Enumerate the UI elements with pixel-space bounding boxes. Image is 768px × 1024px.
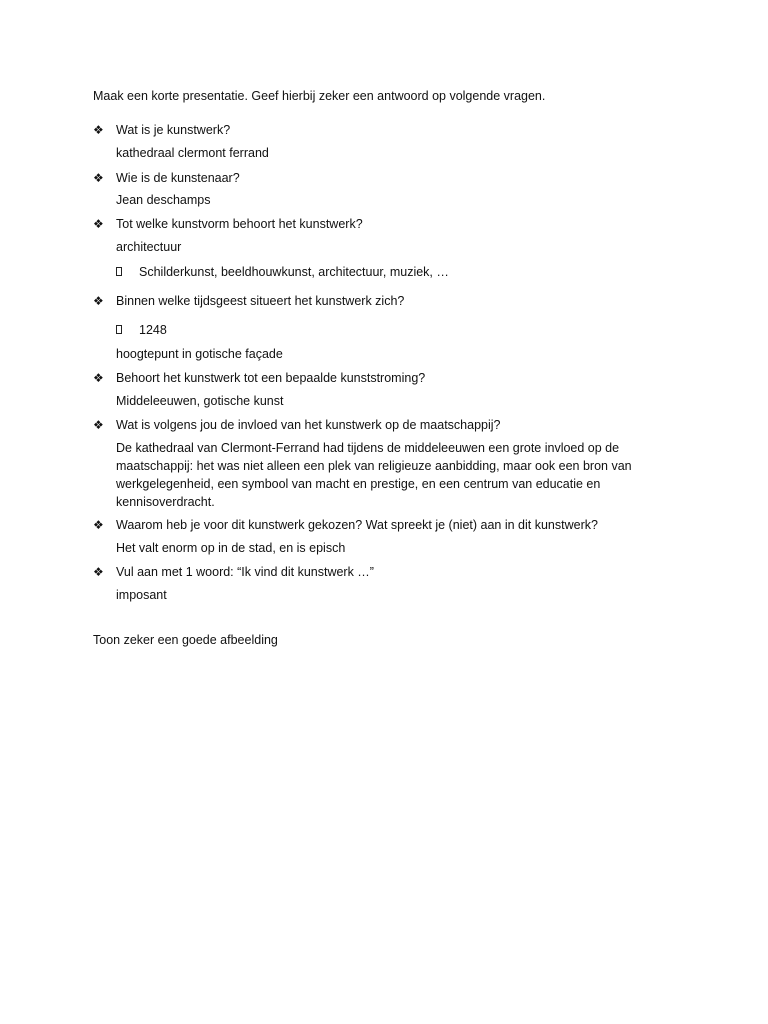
answer-6: De kathedraal van Clermont-Ferrand had tijdens de middeleeuwen een grote invloed op de maatschappij: het was niet alleen een plek van religieuze aanbidding, maar ook een bron van werkgelegenheid, een symbool van macht en prestige, en een centrum van educatie en kennisoverdracht. (116, 441, 632, 509)
diamond-bullet-icon: ❖ (93, 123, 104, 137)
answer-5: Middeleeuwen, gotische kunst (116, 394, 284, 408)
intro-text: Maak een korte presentatie. Geef hierbij zeker een antwoord op volgende vragen. (93, 89, 546, 103)
diamond-bullet-icon: ❖ (93, 418, 104, 432)
question-4: Binnen welke tijdsgeest situeert het kunstwerk zich? (116, 294, 405, 308)
box-bullet-icon (116, 325, 122, 334)
diamond-bullet-icon: ❖ (93, 518, 104, 532)
answer-2: Jean deschamps (116, 193, 211, 207)
question-3: Tot welke kunstvorm behoort het kunstwerk? (116, 217, 363, 231)
question-1: Wat is je kunstwerk? (116, 123, 231, 137)
question-2: Wie is de kunstenaar? (116, 171, 240, 185)
answer-8: imposant (116, 588, 167, 602)
answer-3: architectuur (116, 240, 182, 254)
outro-text: Toon zeker een goede afbeelding (93, 633, 278, 647)
answer-7: Het valt enorm op in de stad, en is episch (116, 541, 346, 555)
question-5: Behoort het kunstwerk tot een bepaalde kunststroming? (116, 371, 426, 385)
question-7: Waarom heb je voor dit kunstwerk gekozen? Wat spreekt je (niet) aan in dit kunstwerk? (116, 518, 598, 532)
question-8: Vul aan met 1 woord: “Ik vind dit kunstwerk …” (116, 565, 374, 579)
answer-1: kathedraal clermont ferrand (116, 146, 269, 160)
diamond-bullet-icon: ❖ (93, 171, 104, 185)
diamond-bullet-icon: ❖ (93, 371, 104, 385)
sub-bullet-3: Schilderkunst, beeldhouwkunst, architectuur, muziek, … (139, 265, 449, 279)
diamond-bullet-icon: ❖ (93, 294, 104, 308)
question-6: Wat is volgens jou de invloed van het kunstwerk op de maatschappij? (116, 418, 501, 432)
box-bullet-icon (116, 267, 122, 276)
diamond-bullet-icon: ❖ (93, 565, 104, 579)
sub-bullet-4: 1248 (139, 323, 167, 337)
diamond-bullet-icon: ❖ (93, 217, 104, 231)
answer-4: hoogtepunt in gotische façade (116, 347, 283, 361)
